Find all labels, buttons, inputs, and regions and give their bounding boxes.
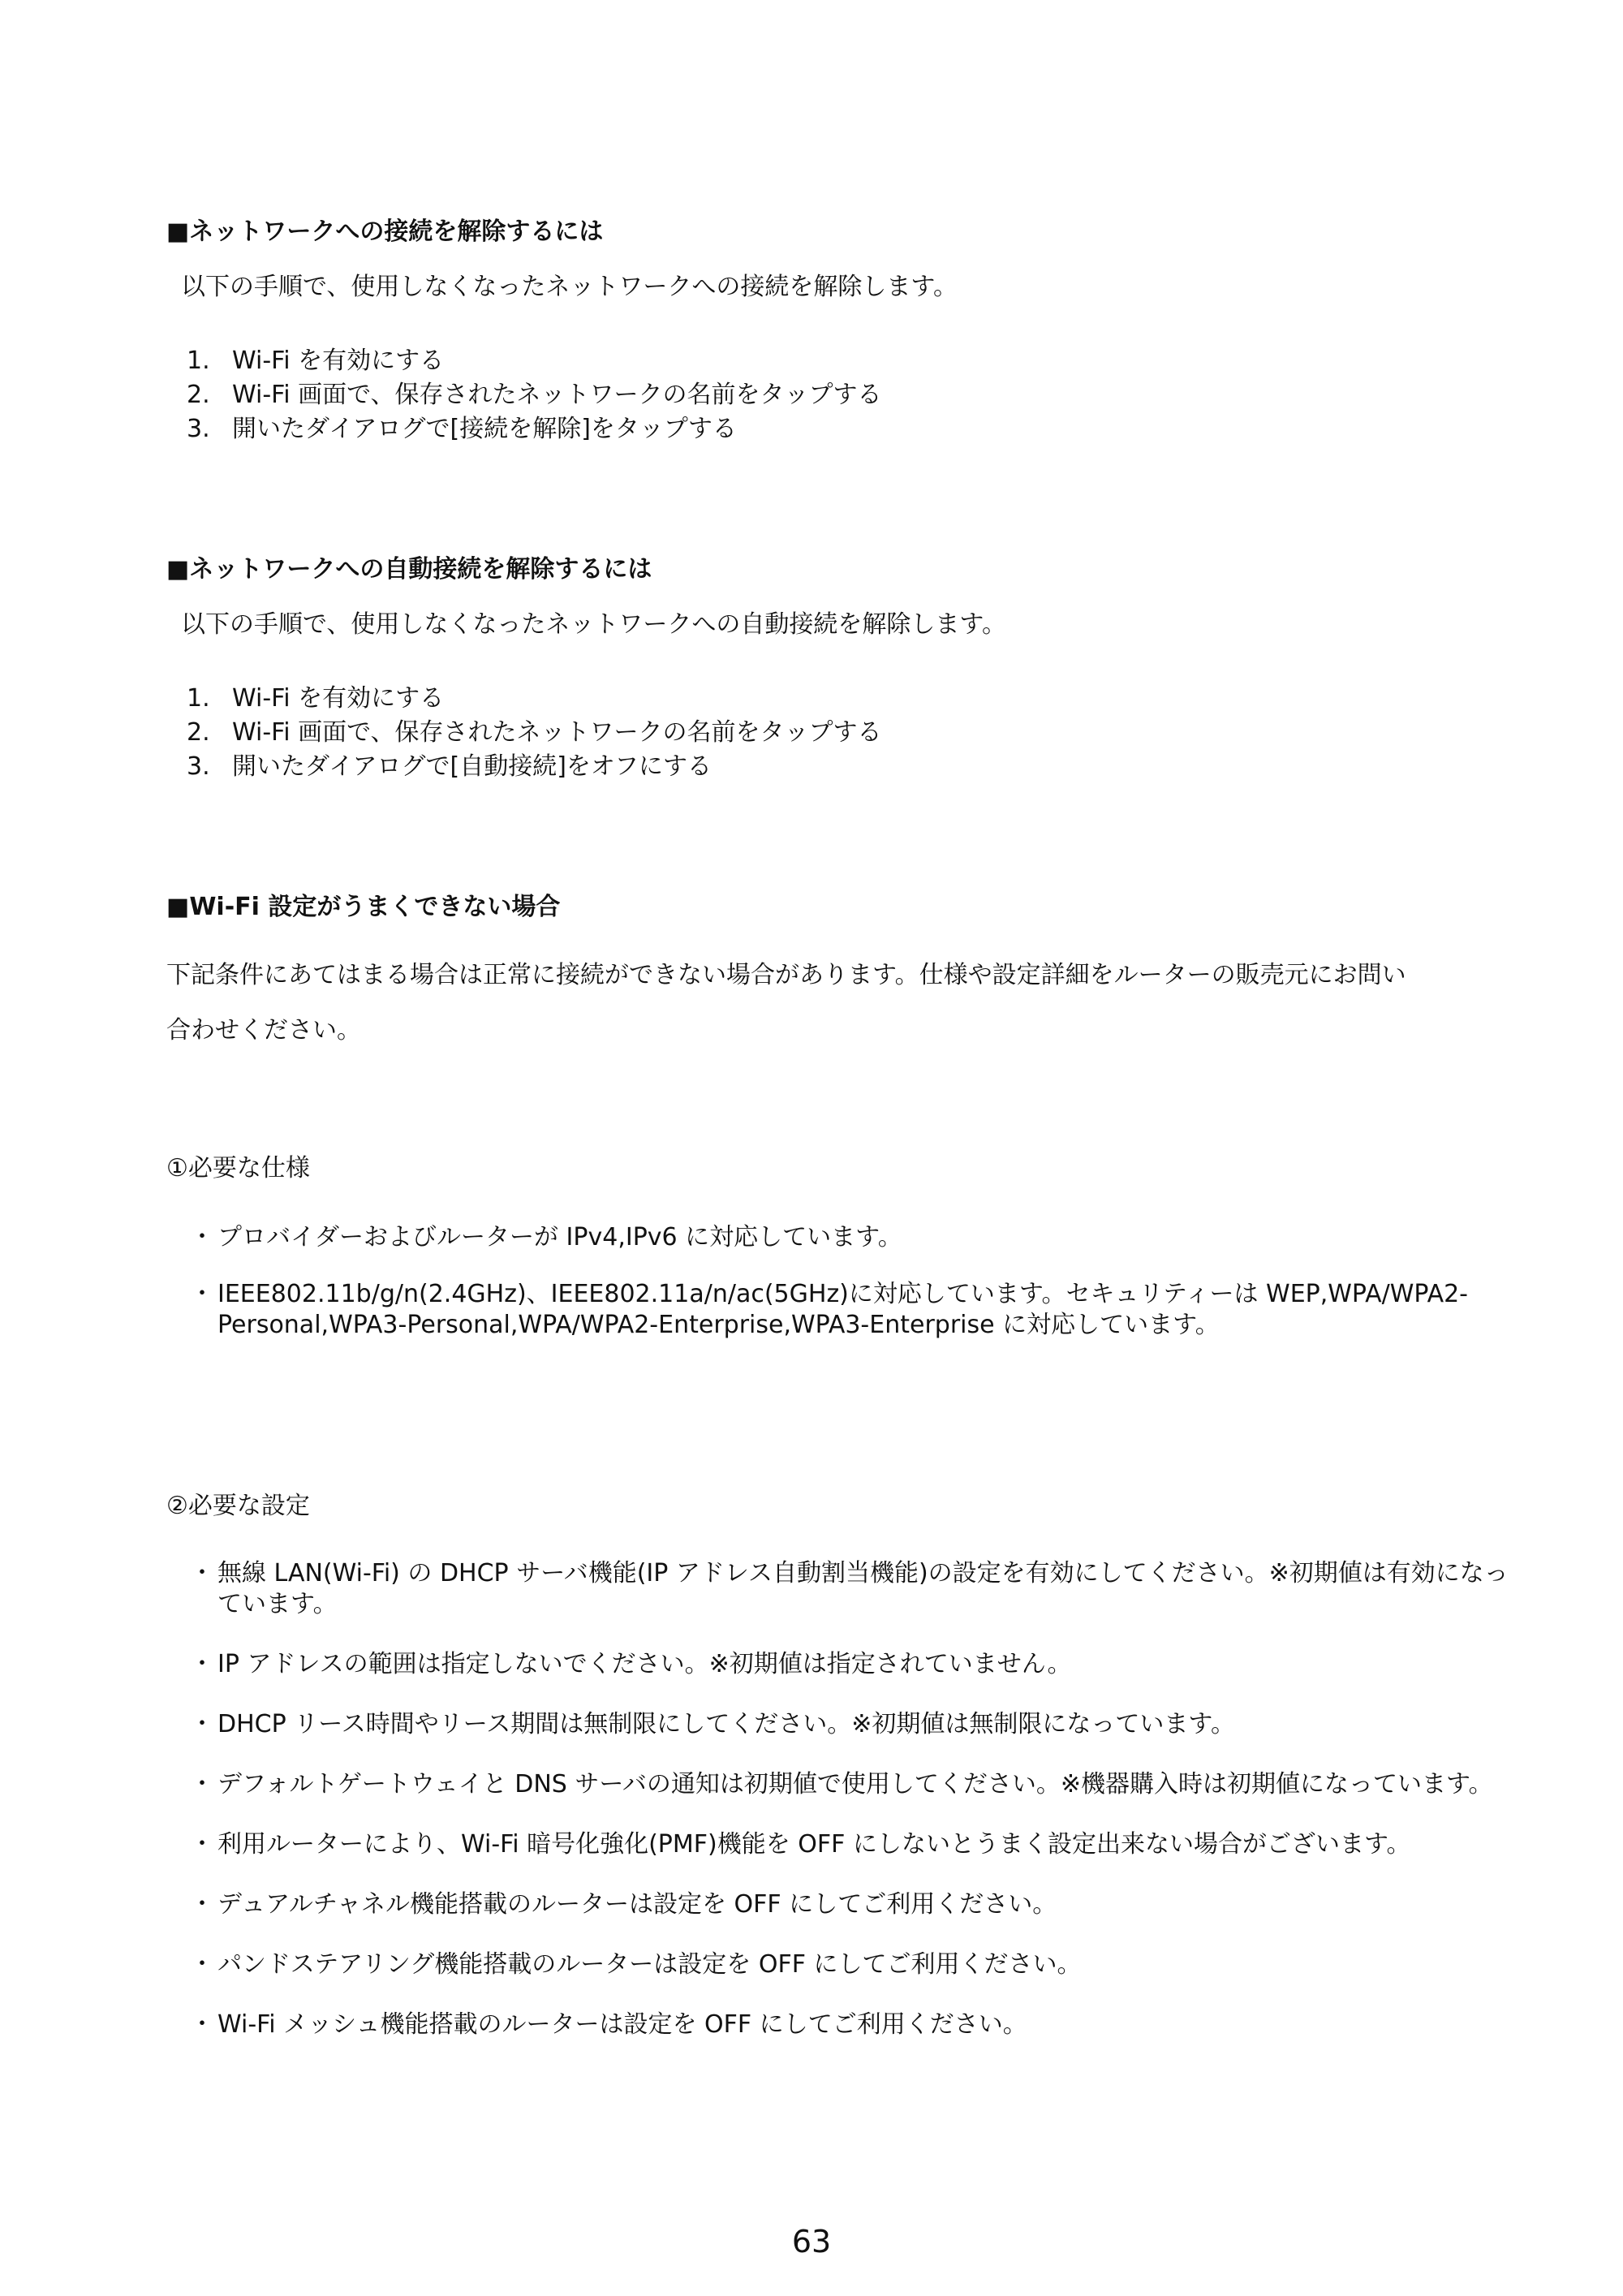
settings-list <box>185 1558 1532 2040</box>
bullet-marker: ・ <box>190 1890 214 1919</box>
step-item <box>187 682 882 716</box>
list-item <box>185 1829 1532 1860</box>
step-text: Wi-Fi 画面で、保存されたネットワークの名前をタップする <box>232 718 882 747</box>
step-number: 3. <box>187 415 210 443</box>
list-item <box>185 1279 1532 1341</box>
list-item <box>185 1889 1532 1920</box>
step-item <box>187 716 882 750</box>
list-item-text: IEEE802.11b/g/n(2.4GHz)、IEEE802.11a/n/ac(5GHz)に対応しています。セキュリティーは WEP,WPA/WPA2-Personal,WPA3-Personal,WPA/WPA2-Enterprise,WPA3-Enterprise に対応しています。 <box>217 1280 1469 1339</box>
list-item <box>185 1558 1532 1620</box>
bullet-marker: ・ <box>190 1950 214 1979</box>
bullet-marker: ・ <box>190 1710 214 1738</box>
step-item <box>187 412 882 446</box>
bullet-marker: ・ <box>190 1559 214 1587</box>
section-heading-wifi-trouble: ■Wi-Fi 設定がうまくできない場合 <box>166 893 561 921</box>
bullet-marker: ・ <box>190 1770 214 1798</box>
list-item-text: デュアルチャネル機能搭載のルーターは設定を OFF にしてご利用ください。 <box>217 1890 1057 1919</box>
step-text: Wi-Fi 画面で、保存されたネットワークの名前をタップする <box>232 381 882 409</box>
step-number: 1. <box>187 347 210 375</box>
step-number: 1. <box>187 684 210 713</box>
bullet-marker: ・ <box>190 1223 214 1251</box>
step-text: 開いたダイアログで[接続を解除]をタップする <box>232 415 737 443</box>
bullet-marker: ・ <box>190 1280 214 1308</box>
section-intro-auto-disconnect: 以下の手順で、使用しなくなったネットワークへの自動接続を解除します。 <box>181 610 1006 639</box>
list-item-text: 利用ルーターにより、Wi-Fi 暗号化強化(PMF)機能を OFF にしないとうまく設定出来ない場合がございます。 <box>217 1830 1411 1859</box>
steps-list-disconnect <box>187 344 882 446</box>
bullet-marker: ・ <box>190 1830 214 1859</box>
list-item-text: デフォルトゲートウェイと DNS サーバの通知は初期値で使用してください。※機器購入時は初期値になっています。 <box>217 1770 1493 1798</box>
list-item <box>185 1949 1532 1980</box>
list-item <box>185 1769 1532 1800</box>
bullet-marker: ・ <box>190 1650 214 1678</box>
section-heading-auto-disconnect: ■ネットワークへの自動接続を解除するには <box>166 555 652 584</box>
step-number: 3. <box>187 752 210 781</box>
list-item-text: IP アドレスの範囲は指定しないでください。※初期値は指定されていません。 <box>217 1650 1072 1678</box>
spec-list <box>185 1222 1532 1341</box>
list-item <box>185 2010 1532 2040</box>
section-intro-disconnect: 以下の手順で、使用しなくなったネットワークへの接続を解除します。 <box>181 273 958 301</box>
list-item <box>185 1222 1532 1253</box>
step-number: 2. <box>187 718 210 747</box>
list-item-text: プロバイダーおよびルーターが IPv4,IPv6 に対応しています。 <box>217 1223 902 1251</box>
list-item-text: Wi-Fi メッシュ機能搭載のルーターは設定を OFF にしてご利用ください。 <box>217 2010 1027 2039</box>
wifi-intro-line-2: 合わせください。 <box>166 1016 361 1045</box>
step-item <box>187 344 882 378</box>
section-heading-disconnect: ■ネットワークへの接続を解除するには <box>166 218 604 246</box>
list-item <box>185 1709 1532 1740</box>
step-item <box>187 378 882 412</box>
page-number: 63 <box>791 2224 832 2259</box>
list-item-text: 無線 LAN(Wi-Fi) の DHCP サーバ機能(IP アドレス自動割当機能)の設定を有効にしてください。※初期値は有効になっています。 <box>217 1559 1509 1618</box>
list-item-text: DHCP リース時間やリース期間は無制限にしてください。※初期値は無制限になっています。 <box>217 1710 1235 1738</box>
step-number: 2. <box>187 381 210 409</box>
list-item-text: パンドステアリング機能搭載のルーターは設定を OFF にしてご利用ください。 <box>217 1950 1082 1979</box>
step-item <box>187 750 882 784</box>
step-text: Wi-Fi を有効にする <box>232 684 445 713</box>
wifi-intro-line-1: 下記条件にあてはまる場合は正常に接続ができない場合があります。仕様や設定詳細をルーターの販売元にお問い <box>166 961 1406 989</box>
step-text: Wi-Fi を有効にする <box>232 347 445 375</box>
step-text: 開いたダイアログで[自動接続]をオフにする <box>232 752 712 781</box>
spec-subheading: ①必要な仕様 <box>166 1154 310 1182</box>
settings-subheading: ②必要な設定 <box>166 1492 310 1520</box>
list-item <box>185 1649 1532 1680</box>
steps-list-auto-disconnect <box>187 682 882 784</box>
bullet-marker: ・ <box>190 2010 214 2039</box>
